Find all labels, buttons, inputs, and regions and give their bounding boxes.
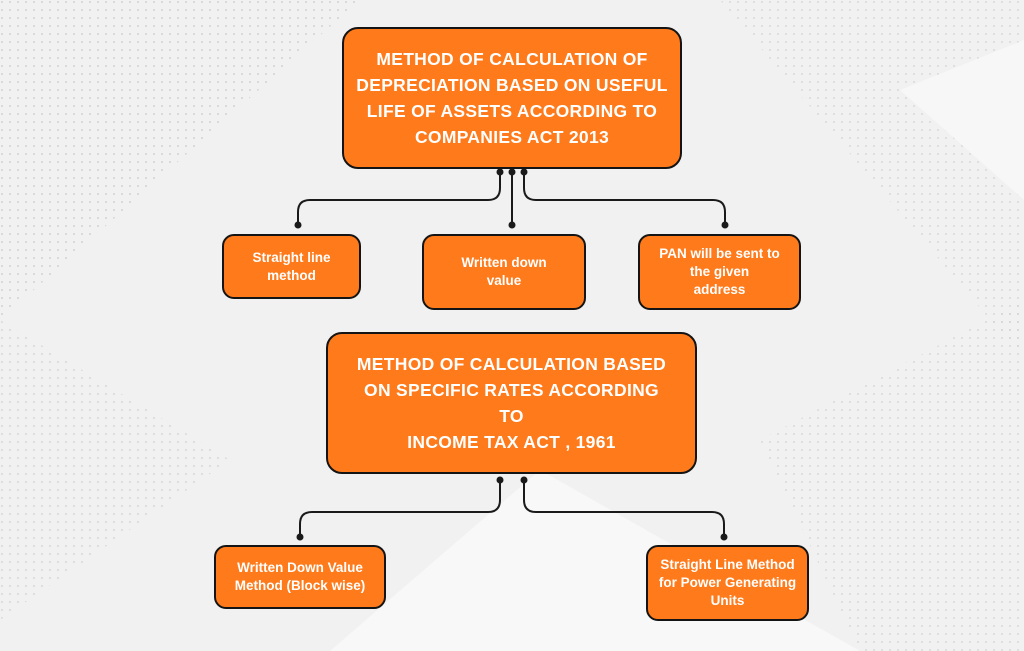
pan-address-box bbox=[638, 234, 801, 310]
connector-dot bbox=[722, 222, 729, 229]
income-tax-act-heading-box bbox=[326, 332, 697, 474]
connector-top-to-pan bbox=[524, 172, 725, 224]
written-down-value-block-box bbox=[214, 545, 386, 609]
companies-act-heading-box bbox=[342, 27, 682, 169]
connector-dot bbox=[509, 222, 516, 229]
connector-bottom-to-wdv-block bbox=[300, 480, 500, 536]
connector-dot bbox=[497, 169, 504, 176]
connector-dot bbox=[509, 169, 516, 176]
straight-line-method-box bbox=[222, 234, 361, 299]
companies-act-heading-text: METHOD OF CALCULATION OF DEPRECIATION BASED ON USEFUL LIFE OF ASSETS ACCORDING TO COMPANIES ACT 2013 bbox=[356, 49, 668, 147]
straight-line-method-label: Straight line method bbox=[252, 249, 331, 283]
connector-dot bbox=[521, 169, 528, 176]
connector-bottom-to-slm-power bbox=[524, 480, 724, 536]
connector-dot bbox=[721, 534, 728, 541]
straight-line-power-units-box bbox=[646, 545, 809, 621]
connector-top-to-straight-line bbox=[298, 172, 500, 224]
pan-address-label: PAN will be sent to the given address bbox=[659, 246, 780, 297]
straight-line-power-units-label: Straight Line Method for Power Generating Units bbox=[658, 557, 797, 608]
written-down-value-label: Written down value bbox=[461, 255, 547, 288]
connector-dot bbox=[295, 222, 302, 229]
connector-dot bbox=[297, 534, 304, 541]
written-down-value-block-label: Written Down Value Method (Block wise) bbox=[234, 560, 366, 593]
written-down-value-box bbox=[422, 234, 586, 310]
connector-dot bbox=[497, 477, 504, 484]
income-tax-act-heading-text: METHOD OF CALCULATION BASED ON SPECIFIC RATES ACCORDING TO INCOME TAX ACT , 1961 bbox=[356, 354, 667, 452]
connector-dot bbox=[521, 477, 528, 484]
